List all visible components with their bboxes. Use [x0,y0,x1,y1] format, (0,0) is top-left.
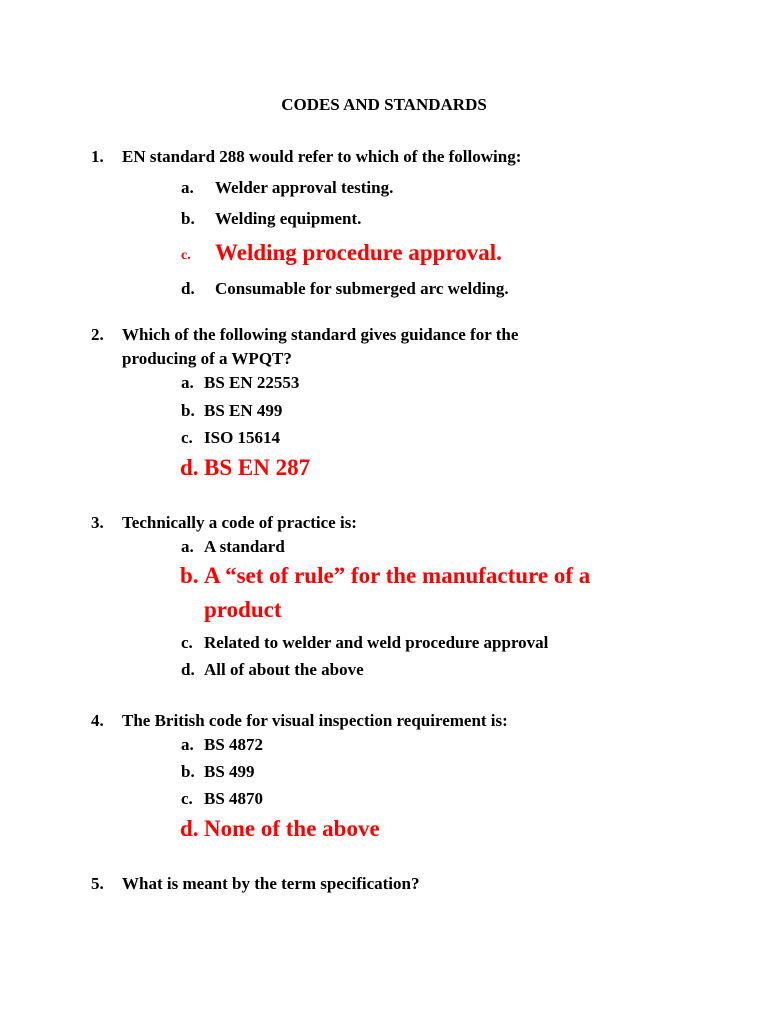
q4-option-c-text: BS 4870 [204,789,264,808]
question-2-text-line2: producing of a WPQT? [122,349,292,368]
q2-option-b-letter: b. [181,401,195,420]
q2-option-d-text-answer: BS EN 287 [204,455,311,480]
q3-option-c-text: Related to welder and weld procedure approval [204,633,549,652]
question-3-number: 3. [91,513,104,532]
q1-option-d-letter: d. [181,279,195,298]
question-1-text: EN standard 288 would refer to which of the following: [122,147,522,166]
page-title: CODES AND STANDARDS [281,95,487,114]
question-5-number: 5. [91,874,104,893]
q3-option-d-letter: d. [181,660,195,679]
q2-option-a-letter: a. [181,373,194,392]
q4-option-b-text: BS 499 [204,762,255,781]
question-1-number: 1. [91,147,104,166]
q3-option-b-text-answer-line2: product [204,597,282,622]
q1-option-a-letter: a. [181,178,194,197]
q1-option-b-text: Welding equipment. [215,209,362,228]
question-2-text-line1: Which of the following standard gives guidance for the [122,325,519,344]
q3-option-b-text-answer-line1: A “set of rule” for the manufacture of a [204,563,591,588]
q4-option-b-letter: b. [181,762,195,781]
q1-option-c-letter: c. [181,248,191,263]
q1-option-c-text-answer: Welding procedure approval. [215,240,502,265]
question-2-number: 2. [91,325,104,344]
q4-option-d-text-answer: None of the above [204,816,380,841]
q2-option-a-text: BS EN 22553 [204,373,300,392]
question-5-text: What is meant by the term specification? [122,874,420,893]
q1-option-a-text: Welder approval testing. [215,178,394,197]
q4-option-a-letter: a. [181,735,194,754]
q4-option-d-letter: d. [180,816,199,841]
q2-option-b-text: BS EN 499 [204,401,283,420]
q2-option-d-letter: d. [180,455,199,480]
q3-option-b-letter: b. [180,563,199,588]
question-4-text: The British code for visual inspection requirement is: [122,711,508,730]
question-3-text: Technically a code of practice is: [122,513,357,532]
q2-option-c-letter: c. [181,428,193,447]
q3-option-d-text: All of about the above [204,660,364,679]
q3-option-c-letter: c. [181,633,193,652]
q2-option-c-text: ISO 15614 [204,428,281,447]
question-4-number: 4. [91,711,104,730]
q1-option-b-letter: b. [181,209,195,228]
q4-option-c-letter: c. [181,789,193,808]
q4-option-a-text: BS 4872 [204,735,264,754]
q1-option-d-text: Consumable for submerged arc welding. [215,279,509,298]
q3-option-a-letter: a. [181,537,194,556]
q3-option-a-text: A standard [204,537,285,556]
